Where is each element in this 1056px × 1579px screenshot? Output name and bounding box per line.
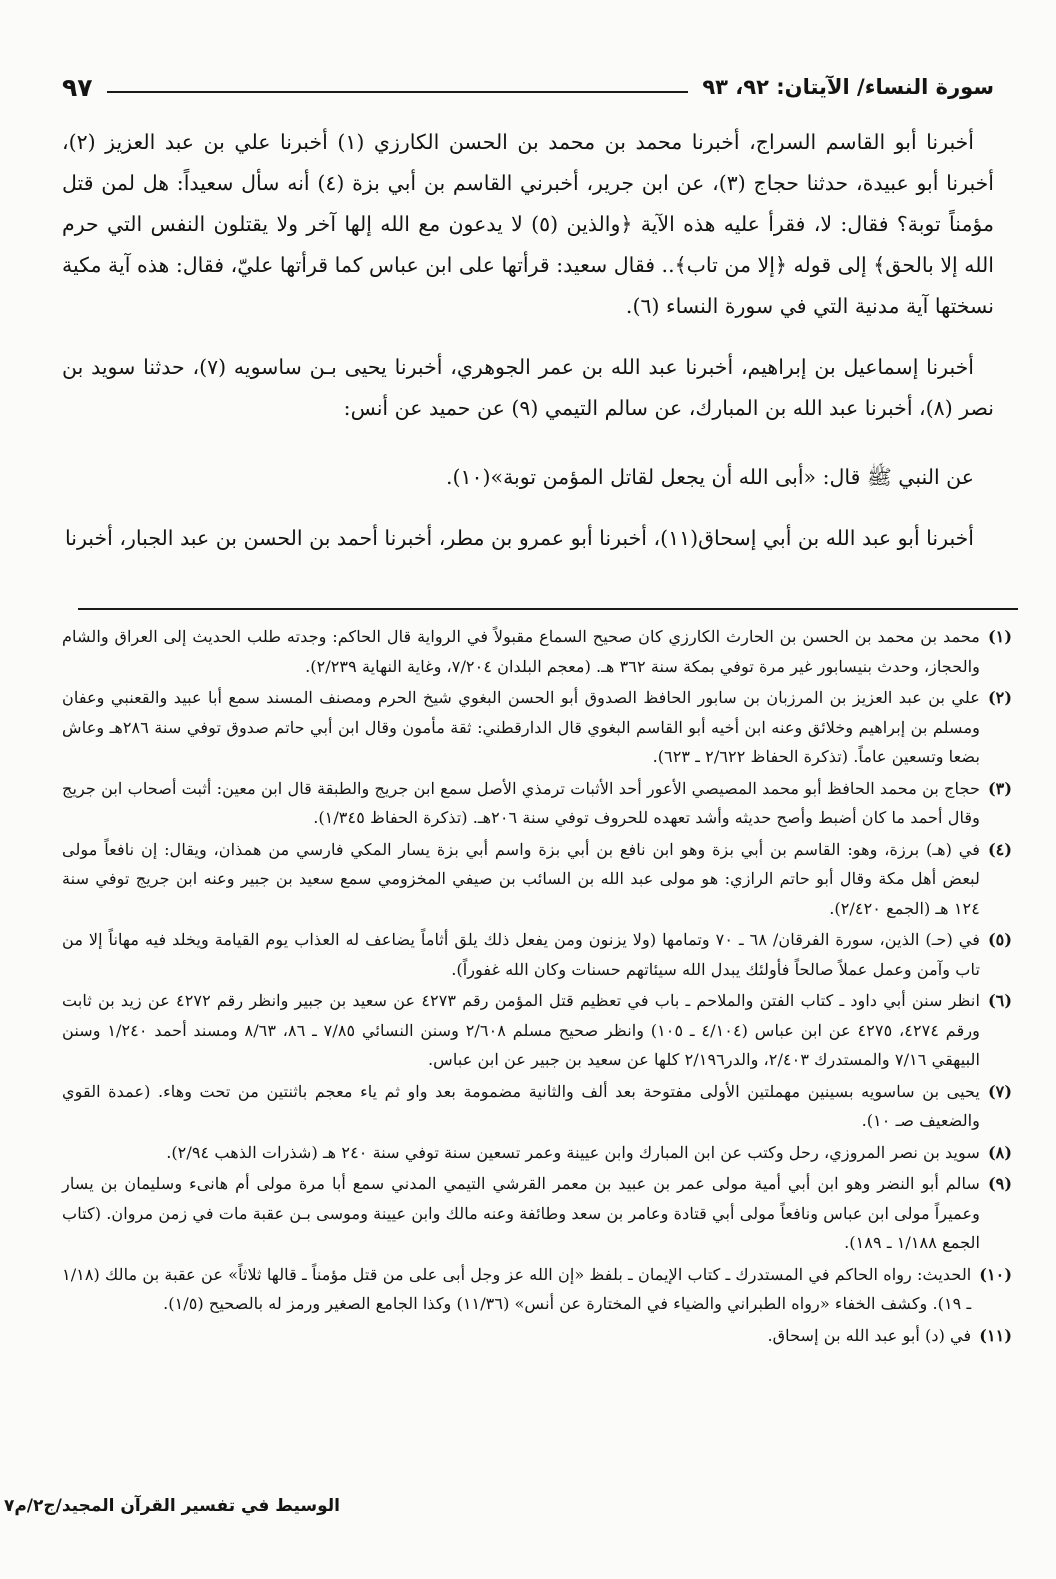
footnote (62, 925, 1012, 984)
footnote-text: سالم أبو النضر وهو ابن أبي أمية مولى عمر بن عبيد بن معمر القرشي التيمي المدني سمع أبا مرة مولى أم هانىء وسليمان بن يسار وعميراً مولى ابن عباس ونافعاً مولى أبي قتادة وعامر بن سعد وطائفة وعنه مالك وابن عيينة وموسى بـن عقبة مات في زمن مروان. (كتاب الجمع ١/١٨٨ ـ ١٨٩). (62, 1174, 980, 1252)
footnote-number: (٨) (987, 1142, 1012, 1162)
footnote-number: (١) (987, 627, 1012, 646)
footnotes (62, 622, 1012, 1352)
footnote-number: (١١) (979, 1325, 1012, 1345)
running-header (62, 68, 994, 106)
main-paragraph: أخبرنا أبو عبد الله بن أبي إسحاق(١١)، أخبرنا أبو عمرو بن مطر، أخبرنا أحمد بن الحسن بن عبد الجبار، أخبرنا (65, 526, 974, 550)
footnote-text: في (حـ) الذين، سورة الفرقان/ ٦٨ ـ ٧٠ وتمامها (ولا يزنون ومن يفعل ذلك يلق أثاماً يضاعف له العذاب يوم القيامة ويخلد فيه مهاناً إلا من تاب وآمن وعمل عملاً صالحاً فأولئك يبدل الله سيئاتهم حسنات وكان الله غفوراً). (62, 930, 980, 979)
main-text (62, 122, 994, 559)
footnote-number: (٥) (987, 930, 1012, 949)
surah-title: سورة النساء/ الآيتان: ٩٢، ٩٣ (702, 75, 994, 99)
footnote-text: محمد بن محمد بن الحسن بن الحارث الكارزي كان صحيح السماع مقبولاً في الرواية قال الحاكم: وجدته طلب الحديث إلى العراق والشام والحجاز، وحدث بنيسابور غير مرة توفي بمكة سنة ٣٦٢ هـ. (معجم البلدان ٧/٢٠٤، وغاية النهاية ٢/٢٣٩). (62, 627, 980, 676)
footnote (62, 986, 1012, 1075)
footnote-text: انظر سنن أبي داود ـ كتاب الفتن والملاحم ـ باب في تعظيم قتل المؤمن رقم ٤٢٧٣ عن سعيد بن جبير وانظر رقم ٤٢٧٢ عن زيد بن ثابت ورقم ٤٢٧٤، ٤٢٧٥ عن ابن عباس (٤/١٠٤ ـ ١٠٥) وانظر صحيح مسلم ٢/٦٠٨ وسنن النسائي ٧/٨٥ ـ ٨٦، ٨/٦٣ ومسند أحمد ١/٢٤٠ وسنن البيهقي ٧/١٦ والمستدرك ٢/٤٠٣، والدر٢/١٩٦ كلها عن سعيد بن جبير عن ابن عباس. (62, 991, 980, 1069)
book-signature: الوسيط في تفسير القرآن المجيد/ج٢/م٧ (3, 1496, 340, 1516)
footnote-number: (٣) (987, 778, 1012, 798)
header-rule (107, 91, 689, 93)
footnote-text: يحيى بن ساسويه بسينين مهملتين الأولى مفتوحة بعد ألف والثانية مضمومة بعد واو ثم ياء معجم باثنتين من تحت وهاء. (عمدة القوي والضعيف صـ ١٠). (62, 1081, 980, 1130)
main-paragraph: أخبرنا أبو القاسم السراج، أخبرنا محمد بن محمد بن الحسن الكارزي (١) أخبرنا علي بن عبد العزيز (٢)، أخبرنا أبو عبيدة، حدثنا حجاج (٣)، عن ابن جرير، أخبرني القاسم بن أبي بزة (٤) أنه سأل سعيداً: هل لمن قتل مؤمناً توبة؟ فقال: لا، فقرأ عليه هذه الآية ﴿والذين (٥) لا يدعون مع الله إلها آخر ولا يقتلون النفس التي حرم الله إلا بالحق﴾ إلى قوله ﴿إلا من تاب﴾.. فقال سعيد: قرأتها على ابن عباس كما قرأتها عليّ، فقال: هذه آية مكية نسختها آية مدنية التي في سورة النساء (٦). (62, 130, 995, 318)
footnote-number: (٩) (987, 1174, 1012, 1193)
footnote-number: (٢) (987, 688, 1012, 707)
footnote (62, 1260, 1012, 1319)
footnote (62, 1138, 1012, 1168)
footnote (62, 683, 1012, 772)
footnote (62, 774, 1012, 833)
footnote-divider (78, 608, 1018, 610)
footnote-text: الحديث: رواه الحاكم في المستدرك ـ كتاب الإيمان ـ بلفظ «إن الله عز وجل أبى على من قتل مؤمناً ـ قالها ثلاثاً» عن عقبة بن مالك (١/١٨ ـ ١٩). وكشف الخفاء «رواه الطبراني والضياء في المختارة عن أنس» (١١/٣٦) وكذا الجامع الصغير ورمز له بالصحيح (١/٥). (62, 1264, 972, 1313)
hadith-text: عن النبي ﷺ قال: «أبى الله أن يجعل لقاتل المؤمن توبة»(١٠). (445, 465, 974, 489)
footnote-text: في (هـ) برزة، وهو: القاسم بن أبي بزة وهو ابن نافع بن أبي بزة واسم أبي بزة يسار المكي فارسي من همذان، ويقال: إن نافعاً مولى لبعض أهل مكة وقال أبو حاتم الرازي: هو مولى عبد الله بن السائب بن صيفي المخزومي سمع سعيد بن جبير وعنه ابن جريج توفي سنة ١٢٤ هـ (الجمع ٢/٤٢٠). (62, 839, 980, 918)
main-paragraph: أخبرنا إسماعيل بن إبراهيم، أخبرنا عبد الله بن عمر الجوهري، أخبرنا يحيى بـن ساسويه (٧)، حدثنا سويد بن نصر (٨)، أخبرنا عبد الله بن المبارك، عن سالم التيمي (٩) عن حميد عن أنس: (62, 355, 994, 420)
footnote (62, 1321, 1012, 1351)
footnote-number: (٧) (987, 1081, 1012, 1101)
footnote-number: (٦) (987, 991, 1012, 1010)
footnote-number: (١٠) (979, 1264, 1012, 1284)
footnote-number: (٤) (987, 839, 1012, 859)
footnote-text: علي بن عبد العزيز بن المرزبان بن سابور الحافظ الصدوق أبو الحسن البغوي شيخ الحرم ومصنف المسند سمع أبا عبيد والقعنبي وعفان ومسلم بن إبراهيم وخلائق وعنه ابن أخيه أبو القاسم البغوي قال الدارقطني: ثقة مأمون وقال ابن أبي حاتم صدوق توفي سنة ٢٨٦هـ وعاش بضعا وتسعين عاماً. (تذكرة الحفاظ ٢/٦٢٢ ـ ٦٢٣). (62, 688, 980, 766)
footnote-text: في (د) أبو عبد الله بن إسحاق. (767, 1325, 972, 1345)
footnote-text: سويد بن نصر المروزي، رحل وكتب عن ابن المبارك وابن عيينة وعمر تسعين سنة توفي سنة ٢٤٠ هـ (شذرات الذهب ٢/٩٤). (166, 1142, 980, 1162)
page-number: ٩٧ (62, 72, 93, 102)
footnote (62, 1077, 1012, 1136)
footnote (62, 835, 1012, 924)
footnote (62, 1169, 1012, 1258)
footnote-text: حجاج بن محمد الحافظ أبو محمد المصيصي الأعور أحد الأثبات ترمذي الأصل سمع ابن جريج والطبقة قال ابن معين: أثبت أصحاب ابن جريج وقال أحمد ما كان أضبط وأصح حديثه وأشد تعهده للحروف توفي سنة ٢٠٦هـ. (تذكرة الحفاظ ١/٣٤٥). (62, 778, 980, 827)
footnote (62, 622, 1012, 681)
